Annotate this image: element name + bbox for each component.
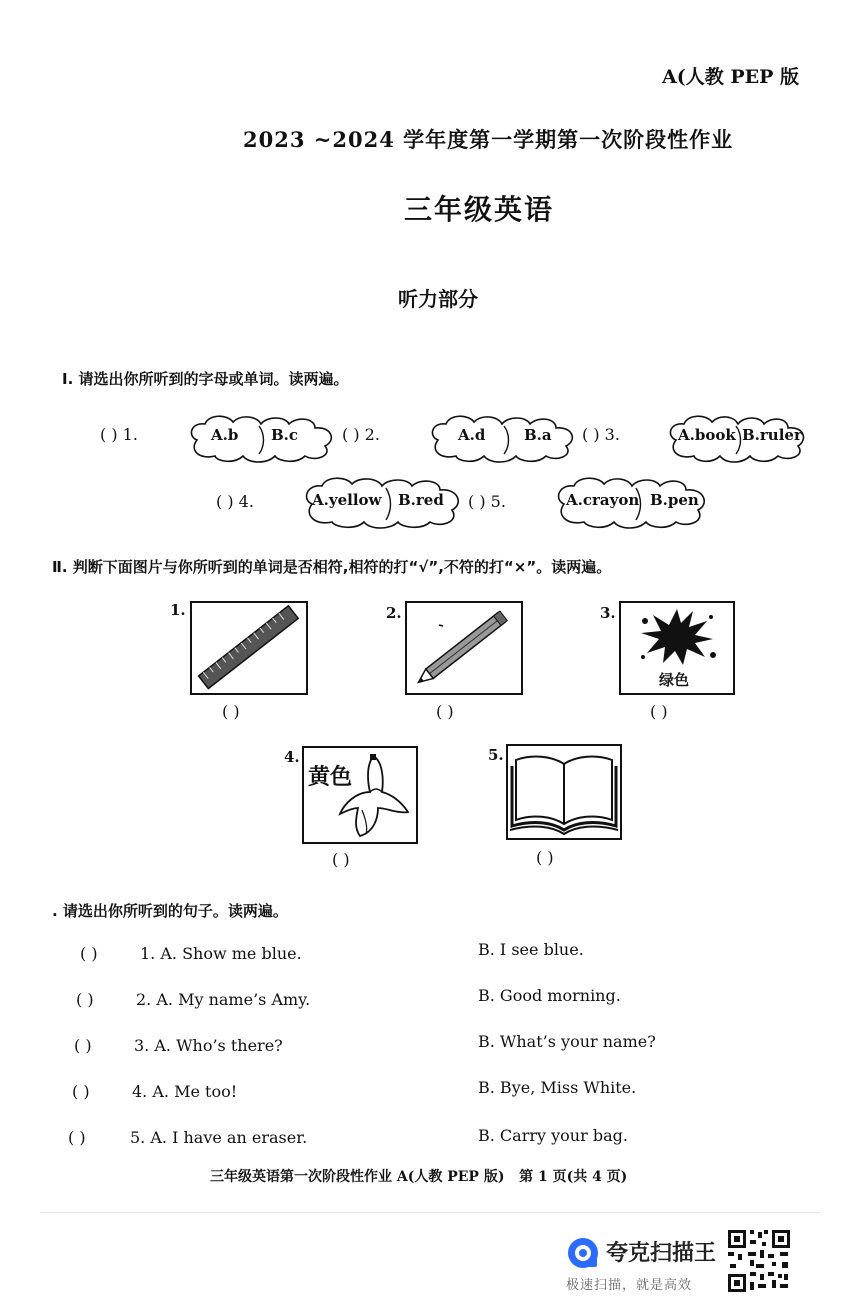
part2-q5-number: 5. — [488, 746, 504, 764]
scanner-app-name: 夸克扫描王 — [606, 1241, 717, 1266]
part3-q4-option-b[interactable]: B. Bye, Miss White. — [478, 1078, 637, 1097]
part1-q2-choices — [428, 414, 578, 462]
part1-q1-choices — [187, 414, 337, 462]
scanner-slogan: 极速扫描，就是高效 — [566, 1278, 693, 1293]
page-footer: 三年级英语第一次阶段性作业 A(人教 PEP 版) 第 1 页(共 4 页) — [210, 1169, 628, 1185]
part3-q3-option-b[interactable]: B. What’s your name? — [478, 1032, 656, 1051]
part1-q4-option-b[interactable]: B.red — [398, 491, 444, 509]
part2-q5-answer[interactable]: ( ) — [536, 848, 554, 867]
cloud-icon — [187, 414, 337, 462]
part1-q4-choices — [302, 476, 464, 528]
part3-q4-option-a[interactable]: 4. A. Me too! — [132, 1082, 238, 1101]
part2-q5-picture — [506, 744, 622, 840]
part1-q2-option-b[interactable]: B.a — [524, 426, 552, 444]
part2-q2-answer[interactable]: ( ) — [436, 702, 454, 721]
scanner-logo — [566, 1236, 600, 1270]
part2-q3-number: 3. — [600, 604, 616, 622]
part2-q2-picture — [405, 601, 523, 695]
part1-q5-choices — [554, 476, 710, 528]
part1-instruction: Ⅰ. 请选出你所听到的字母或单词。读两遍。 — [62, 370, 349, 388]
part1-q4-option-a[interactable]: A.yellow — [312, 491, 382, 509]
ruler-icon — [192, 603, 306, 693]
part3-instruction: . 请选出你所听到的句子。读两遍。 — [52, 902, 288, 920]
part1-q3-option-b[interactable]: B.ruler — [742, 426, 802, 444]
part3-q1-option-a[interactable]: 1. A. Show me blue. — [140, 944, 302, 963]
part2-q4-number: 4. — [284, 748, 300, 766]
banana-icon — [304, 748, 416, 842]
subject-title: 三年级英语 — [404, 193, 555, 226]
part1-q5-option-b[interactable]: B.pen — [650, 491, 699, 509]
part3-q5-option-b[interactable]: B. Carry your bag. — [478, 1126, 628, 1145]
part2-q1-picture — [190, 601, 308, 695]
part3-q3-answer[interactable]: ( ) — [74, 1036, 92, 1055]
part1-q2-answer[interactable]: ( ) 2. — [342, 425, 380, 444]
part1-q1-option-a[interactable]: A.b — [211, 426, 239, 444]
part2-q2-number: 2. — [386, 604, 402, 622]
part2-q3-caption: 绿色 — [659, 671, 690, 689]
edition-label: A(人教 PEP 版 — [662, 66, 800, 88]
part2-q4-answer[interactable]: ( ) — [332, 850, 350, 869]
part2-q1-answer[interactable]: ( ) — [222, 702, 240, 721]
part2-instruction: Ⅱ. 判断下面图片与你所听到的单词是否相符,相符的打“√”,不符的打“×”。读两遍。 — [52, 558, 612, 576]
quark-logo-icon — [566, 1236, 600, 1270]
part1-q4-answer[interactable]: ( ) 4. — [216, 492, 254, 511]
qr-code-icon — [726, 1228, 792, 1294]
part2-q4-picture — [302, 746, 418, 844]
part2-q1-number: 1. — [170, 601, 186, 619]
part2-q3-answer[interactable]: ( ) — [650, 702, 668, 721]
part1-q5-option-a[interactable]: A.crayon — [566, 491, 640, 509]
part1-q3-option-a[interactable]: A.book — [678, 426, 736, 444]
pencil-icon — [407, 603, 521, 693]
part1-q3-choices — [666, 414, 808, 462]
qr-code — [726, 1228, 792, 1294]
part3-q5-option-a[interactable]: 5. A. I have an eraser. — [130, 1128, 308, 1147]
part3-q2-option-b[interactable]: B. Good morning. — [478, 986, 621, 1005]
open-book-icon — [508, 746, 620, 838]
footer-divider — [40, 1212, 820, 1213]
section-title: 听力部分 — [398, 287, 478, 311]
cloud-icon — [428, 414, 578, 462]
part1-q1-option-b[interactable]: B.c — [271, 426, 299, 444]
term-title: 2023 ~2024 学年度第一学期第一次阶段性作业 — [243, 127, 734, 152]
part3-q1-option-b[interactable]: B. I see blue. — [478, 940, 584, 959]
part3-q5-answer[interactable]: ( ) — [68, 1128, 86, 1147]
part1-q3-answer[interactable]: ( ) 3. — [582, 425, 620, 444]
part1-q1-answer[interactable]: ( ) 1. — [100, 425, 138, 444]
part3-q2-option-a[interactable]: 2. A. My name’s Amy. — [136, 990, 311, 1009]
part1-q5-answer[interactable]: ( ) 5. — [468, 492, 506, 511]
paint-splash-icon — [621, 603, 733, 669]
part3-q4-answer[interactable]: ( ) — [72, 1082, 90, 1101]
part3-q1-answer[interactable]: ( ) — [80, 944, 98, 963]
part2-q4-caption: 黄色 — [308, 765, 353, 790]
part3-q2-answer[interactable]: ( ) — [76, 990, 94, 1009]
part3-q3-option-a[interactable]: 3. A. Who’s there? — [134, 1036, 283, 1055]
part2-q3-picture — [619, 601, 735, 695]
part1-q2-option-a[interactable]: A.d — [458, 426, 486, 444]
